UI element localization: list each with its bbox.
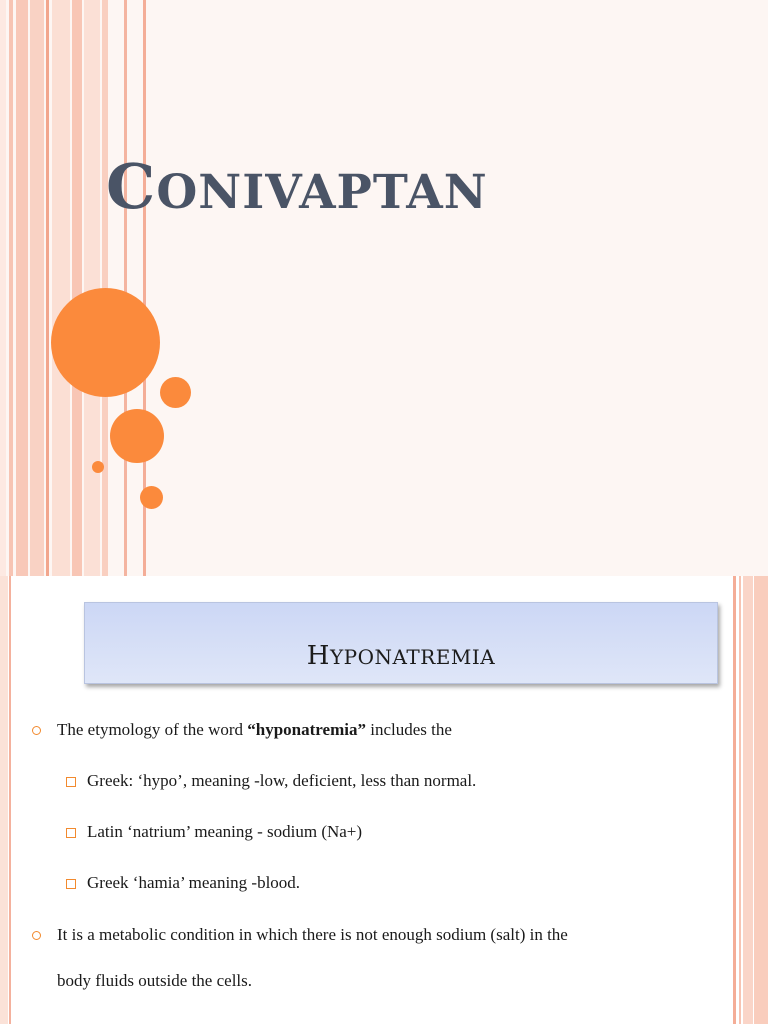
bullet-circle-icon [32,726,41,735]
slide-title-text [106,150,488,223]
list-item [0,820,768,846]
list-item-continuation [0,969,768,995]
sub-bullet-text: Greek: ‘hypo’, meaning -low, deficient, less than normal. [87,771,477,790]
list-item [0,871,768,897]
slide-title-text [85,641,717,671]
bullet-square-icon [66,879,76,889]
bullet-square-icon [66,777,76,787]
sub-bullet-text: Greek ‘hamia’ meaning -blood. [87,873,301,892]
bullet-text: The etymology of the word “hyponatremia” includes the [57,720,452,739]
title-first-letter: H [306,641,330,671]
bullet-circle-icon [32,931,41,940]
bullet-text: body fluids outside the cells. [57,971,253,990]
sub-bullet-text: Latin ‘natrium’ meaning - sodium (Na+) [87,822,363,841]
list-item [0,923,768,949]
list-item [0,718,768,744]
title-rest: YPONATREMIA [329,645,496,669]
list-item [0,769,768,795]
large-circle [51,288,160,397]
decorative-stripes [0,0,150,576]
slide-hyponatremia [0,576,768,1024]
bullet-text: It is a metabolic condition in which there is not enough sodium (salt) in the [57,925,568,944]
small-circle [92,461,104,473]
title-box [84,602,718,684]
small-circle-2 [140,486,163,509]
title-rest: ONIVAPTAN [156,165,488,220]
bullet-square-icon [66,828,76,838]
medium-circle [160,377,191,408]
medium-circle-2 [110,409,164,463]
title-first-letter: C [106,150,157,223]
